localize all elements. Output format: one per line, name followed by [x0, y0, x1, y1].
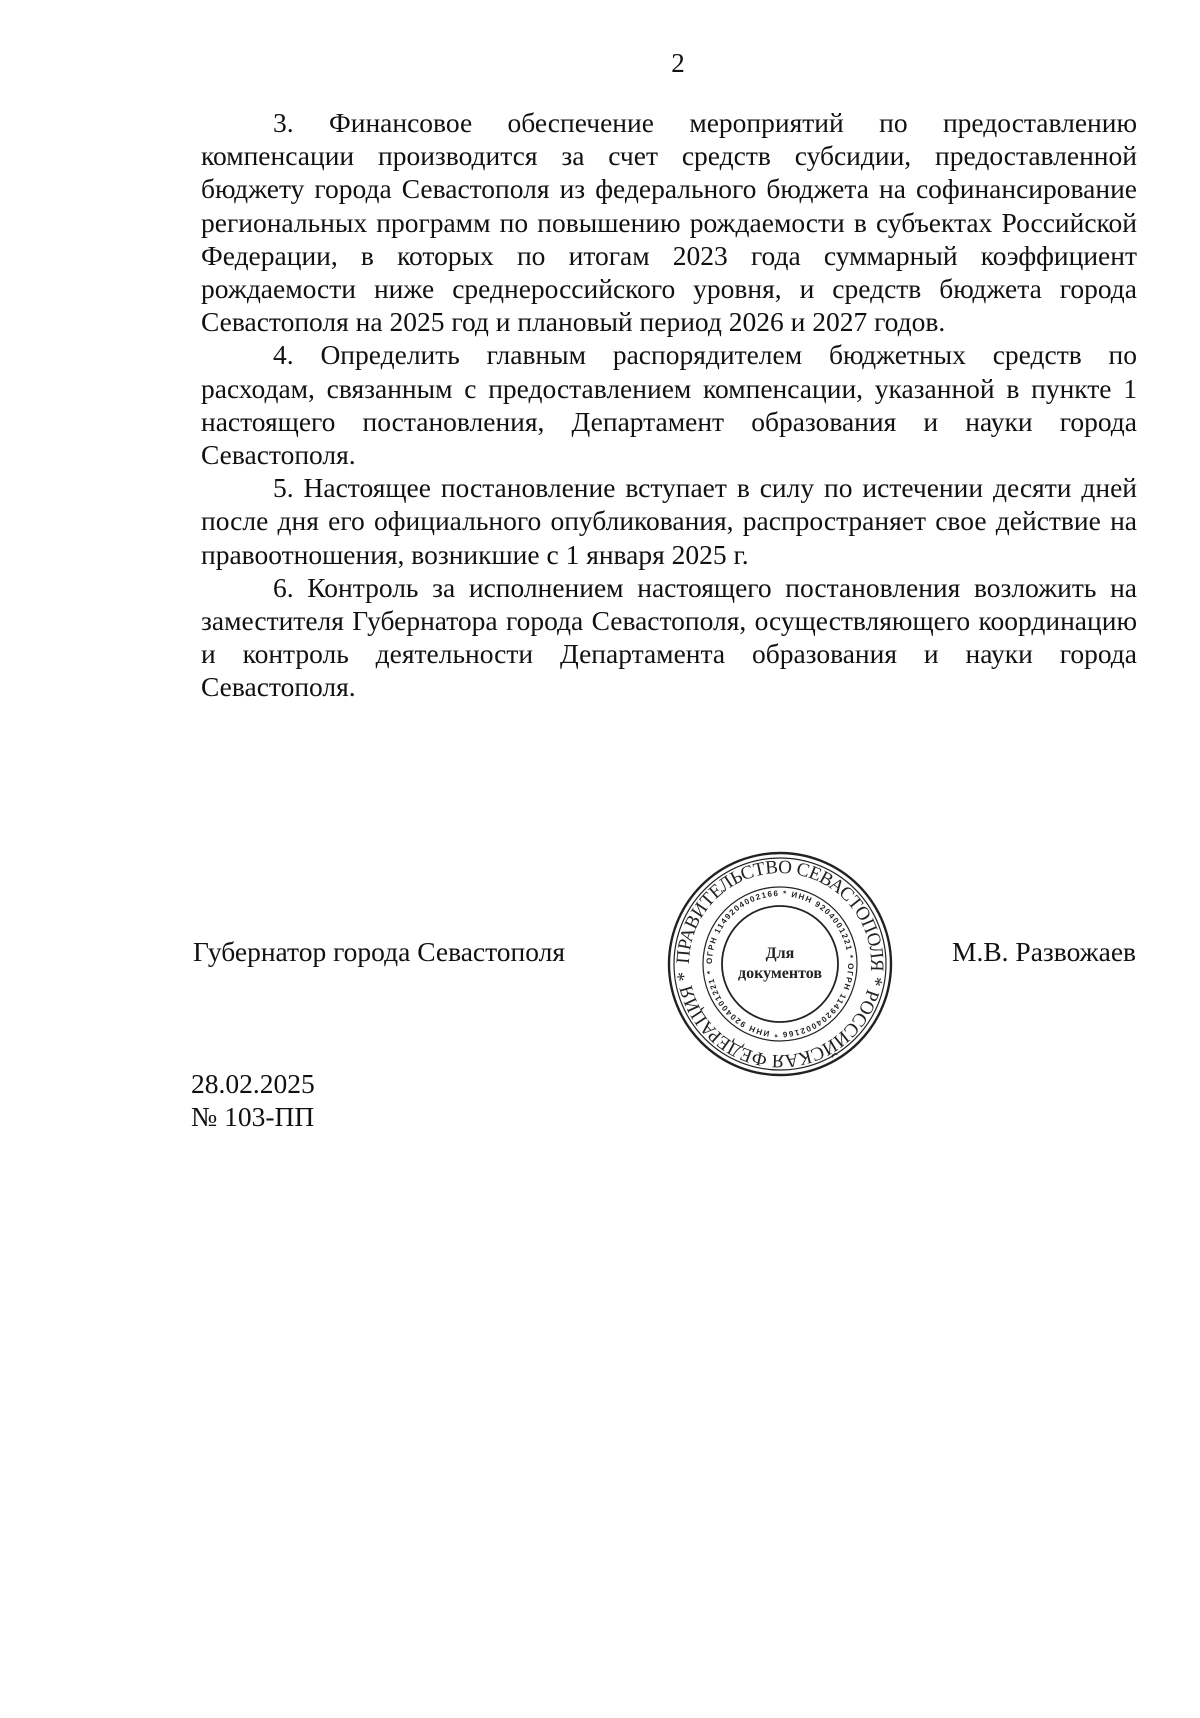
paragraph-6: 6. Контроль за исполнением настоящего постановления возложить на заместителя Губернатора города Севастополя, осуществляющего координацию и контроль деятельности Департамента образования и науки города Севастополя. — [201, 571, 1137, 703]
document-number: № 103-ПП — [191, 1101, 315, 1132]
document-body — [201, 106, 1137, 704]
svg-text:ПРАВИТЕЛЬСТВО СЕВАСТОПОЛЯ * РО: ПРАВИТЕЛЬСТВО СЕВАСТОПОЛЯ * РОССИЙСКАЯ ФЕДЕРАЦИЯ * — [672, 856, 888, 1072]
signer-name: М.В. Развожаев — [952, 936, 1137, 967]
page-number: 2 — [671, 48, 685, 78]
seal-outer-ring — [669, 853, 891, 1075]
signature-block — [0, 936, 1200, 976]
seal-center-line-2: документов — [738, 965, 822, 982]
svg-text:ОГРН 1149204002166 * ИНН 92040: ОГРН 1149204002166 * ИНН 9204001221 * ОГРН 1149204002166 * ИНН 9204001221 * — [704, 888, 856, 1040]
seal-ring-3 — [703, 887, 857, 1041]
signer-title: Губернатор города Севастополя — [193, 936, 565, 967]
seal-center-line-1: Для — [765, 945, 795, 962]
seal-inner-ring — [722, 906, 838, 1022]
paragraph-4: 4. Определить главным распорядителем бюджетных средств по расходам, связанным с предоставлением компенсации, указанной в пункте 1 настоящего постановления, Департамент образования и науки города Севастополя. — [201, 339, 1137, 471]
document-date: 28.02.2025 — [191, 1068, 315, 1099]
official-seal-stamp — [664, 848, 896, 1080]
paragraph-3: 3. Финансовое обеспечение мероприятий по предоставлению компенсации производится за счет средств субсидии, предоставленной бюджету города Севастополя из федерального бюджета на софинансирование региональных программ по повышению рождаемости в субъектах Российской Федерации, в которых по итогам 2023 года суммарный коэффициент рождаемости ниже среднероссийского уровня, и средств бюджета города Севастополя на 2025 год и плановый период 2026 и 2027 годов. — [201, 107, 1137, 338]
document-meta — [191, 1067, 315, 1133]
paragraph-5: 5. Настоящее постановление вступает в силу по истечении десяти дней после дня его официального опубликования, распространяет свое действие на правоотношения, возникшие с 1 января 2025 г. — [201, 472, 1137, 570]
